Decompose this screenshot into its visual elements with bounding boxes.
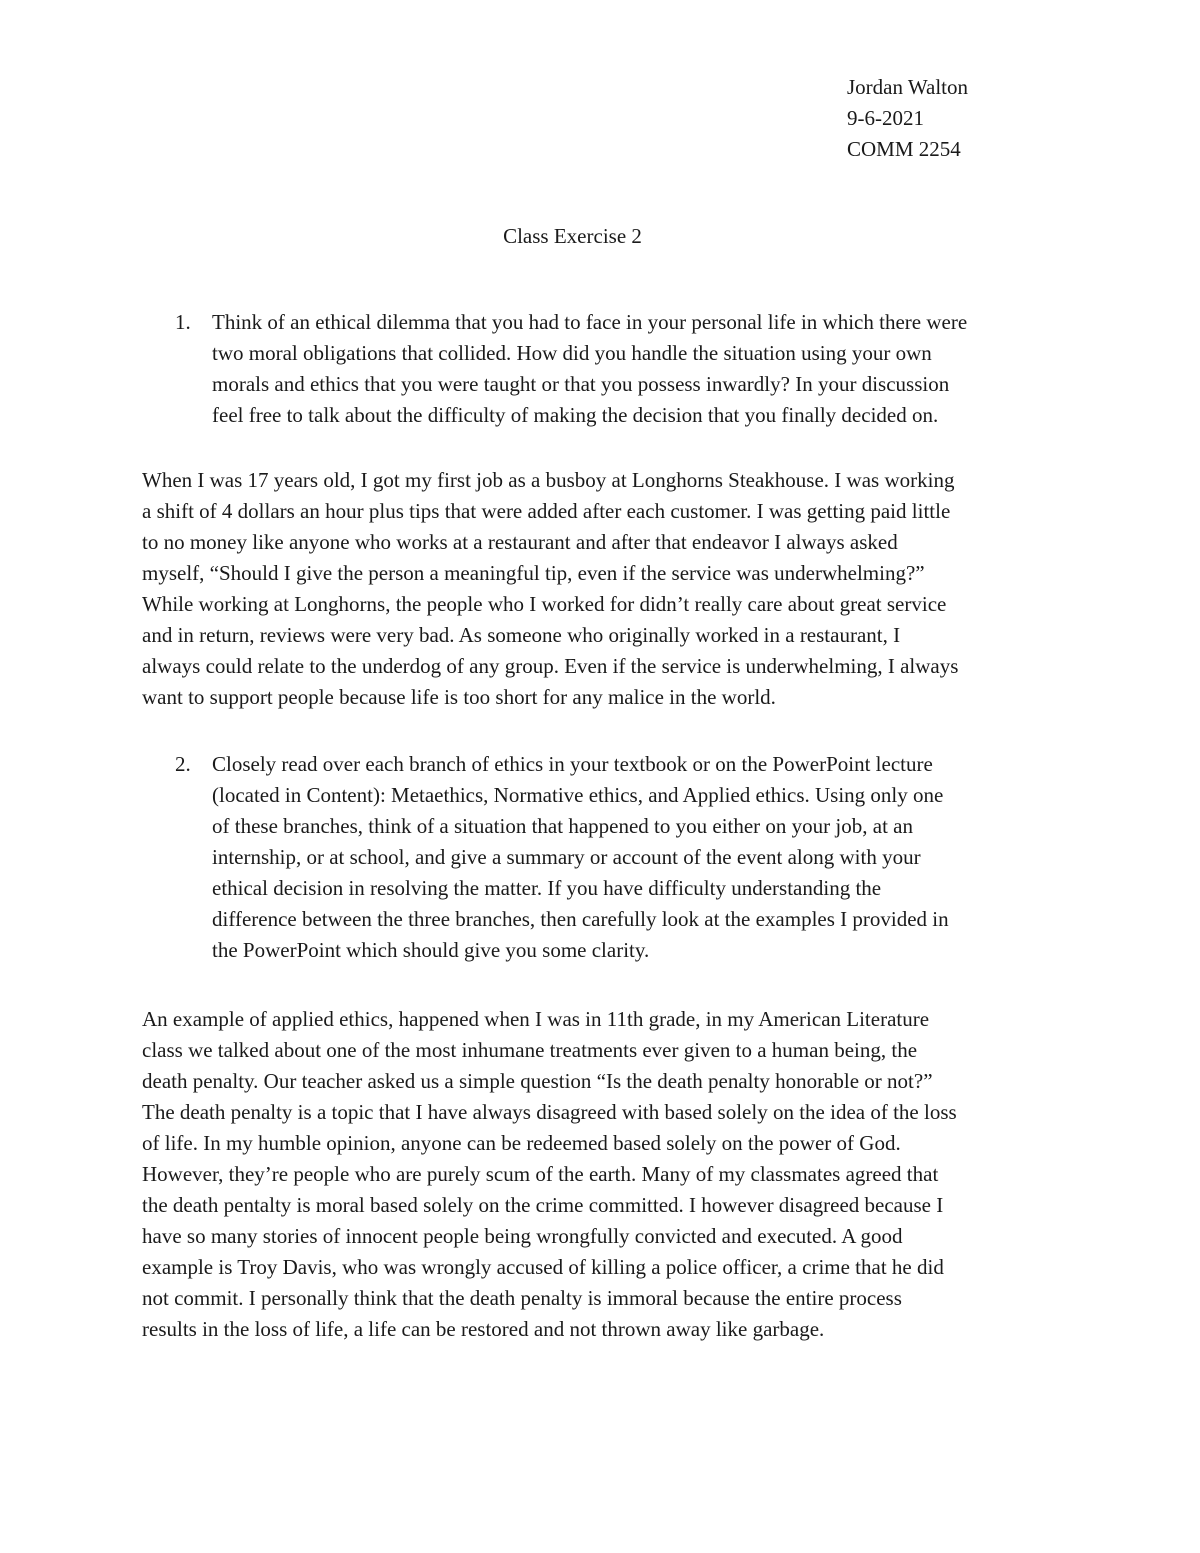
question-line: the PowerPoint which should give you some clarity. [212,938,650,962]
answer-line: The death penalty is a topic that I have always disagreed with based solely on the idea of the loss [142,1100,957,1124]
course-code: COMM 2254 [847,137,961,161]
student-header [847,72,968,165]
answer-line: death penalty. Our teacher asked us a simple question “Is the death penalty honorable or not?” [142,1069,933,1093]
question-line: ethical decision in resolving the matter. If you have difficulty understanding the [212,876,882,900]
question-line: of these branches, think of a situation that happened to you either on your job, at an [212,814,913,838]
student-name: Jordan Walton [847,75,968,99]
question-line: two moral obligations that collided. How did you handle the situation using your own [212,341,932,365]
answer-line: have so many stories of innocent people being wrongfully convicted and executed. A good [142,1224,903,1248]
answer-line: always could relate to the underdog of any group. Even if the service is underwhelming, I always [142,654,959,678]
answer-line: An example of applied ethics, happened when I was in 11th grade, in my American Literature [142,1007,930,1031]
assignment-date: 9-6-2021 [847,106,924,130]
question-1 [175,307,1072,431]
answer-line: of life. In my humble opinion, anyone can be redeemed based solely on the power of God. [142,1131,901,1155]
question-number: 2. [175,752,191,776]
question-line: Think of an ethical dilemma that you had to face in your personal life in which there were [212,310,968,334]
question-2 [175,749,1072,966]
answer-line: However, they’re people who are purely scum of the earth. Many of my classmates agreed that [142,1162,939,1186]
answer-line: When I was 17 years old, I got my first job as a busboy at Longhorns Steakhouse. I was working [142,468,955,492]
answer-line: the death pentalty is moral based solely on the crime committed. I however disagreed because I [142,1193,944,1217]
answer-line: to no money like anyone who works at a restaurant and after that endeavor I always asked [142,530,898,554]
question-line: feel free to talk about the difficulty of making the decision that you finally decided on. [212,403,939,427]
question-line: Closely read over each branch of ethics in your textbook or on the PowerPoint lecture [212,752,933,776]
answer-2 [142,1004,1072,1345]
question-line: (located in Content): Metaethics, Normative ethics, and Applied ethics. Using only one [212,783,944,807]
question-line: internship, or at school, and give a summary or account of the event along with your [212,845,921,869]
question-line: difference between the three branches, then carefully look at the examples I provided in [212,907,949,931]
answer-line: and in return, reviews were very bad. As someone who originally worked in a restaurant, I [142,623,901,647]
document-title: Class Exercise 2 [503,224,642,248]
answer-line: a shift of 4 dollars an hour plus tips that were added after each customer. I was getting paid little [142,499,951,523]
answer-line: not commit. I personally think that the death penalty is immoral because the entire process [142,1286,902,1310]
answer-line: results in the loss of life, a life can be restored and not thrown away like garbage. [142,1317,825,1341]
answer-line: While working at Longhorns, the people who I worked for didn’t really care about great service [142,592,947,616]
answer-1 [142,465,1072,713]
answer-line: class we talked about one of the most inhumane treatments ever given to a human being, the [142,1038,918,1062]
answer-line: want to support people because life is too short for any malice in the world. [142,685,776,709]
question-number: 1. [175,310,191,334]
answer-line: myself, “Should I give the person a meaningful tip, even if the service was underwhelming?” [142,561,925,585]
answer-line: example is Troy Davis, who was wrongly accused of killing a police officer, a crime that he did [142,1255,944,1279]
question-line: morals and ethics that you were taught or that you possess inwardly? In your discussion [212,372,950,396]
